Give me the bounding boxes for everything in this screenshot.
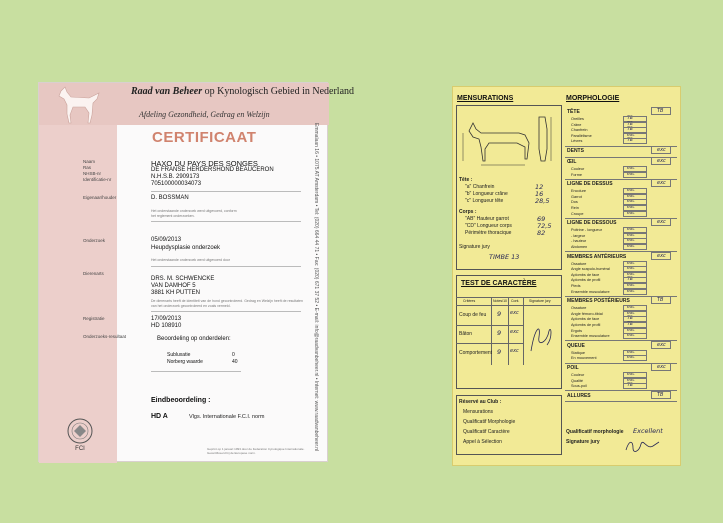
registratie-label: Registratie — [83, 316, 105, 321]
morph-item-label: Couleur — [571, 167, 585, 171]
breed: DE FRANSE HERDERSHOND BEAUCERON — [151, 167, 274, 173]
certificate-organisation: Raad van Beheer op Kynologisch Gebied in Nederland — [131, 86, 355, 97]
chanfrein-label: "a" Chanfrein — [465, 184, 495, 190]
registration-date: 17/09/2013 — [151, 316, 182, 322]
test-row-cont: exc — [510, 329, 519, 335]
morph-item-value: TB — [627, 116, 633, 121]
morph-item-label: Ossature — [571, 306, 587, 311]
vet-city: 3881 KH PUTTEN — [151, 290, 201, 296]
vet-note-2: van het onderzoek gecontroleerd en zoals vermeld. — [151, 304, 231, 308]
morph-score-box — [651, 146, 671, 154]
dog-measurement-diagram-icon — [459, 109, 559, 169]
morph-score-box — [651, 391, 671, 399]
morph-item-value: exc — [627, 232, 635, 238]
certificate-document — [38, 82, 355, 462]
certificate-footer: Geprint op 1 januari 1993 door de Federation Cynologique Internationale. Gecertificeerd bij de Europese norm. — [207, 447, 305, 455]
hauteur-value: 69 — [537, 215, 546, 223]
exam-note: Het onderstaande onderzoek werd uitgevoerd door — [151, 258, 230, 262]
morph-item-label: Qualité — [571, 378, 584, 383]
test-header-notes: Notes/10 — [493, 299, 508, 303]
nhsb-number: N.H.S.B. 2909173 — [151, 174, 200, 180]
morph-item-value: TB — [627, 277, 633, 283]
morph-section-title: ŒIL — [567, 159, 577, 165]
longueur-crane-label: "b" Longueur crâne — [465, 191, 508, 197]
naam-label: Naam — [83, 159, 96, 164]
morph-value-box — [623, 289, 647, 295]
morph-score-box — [651, 363, 671, 371]
morph-item-label: Encolure — [571, 189, 586, 194]
exam-type: Heupdysplasie onderzoek — [151, 245, 221, 251]
vet-name: DRS. M. SCHWENCKE — [151, 276, 215, 282]
subluxation-value: 0 — [232, 352, 235, 358]
table-line — [456, 325, 523, 326]
signature-scribble-icon — [527, 317, 557, 357]
norberg-value: 40 — [232, 359, 238, 365]
divider — [151, 311, 301, 312]
morph-item-label: Poitrine - longueur — [571, 228, 603, 233]
morph-item-value: TB — [627, 121, 633, 127]
morph-item-value: exc — [627, 355, 635, 361]
divider — [151, 266, 301, 267]
eigenaar-label: Eigenaar/houder — [83, 195, 117, 200]
morph-item-label: Forme — [571, 172, 582, 177]
morph-score-box — [651, 252, 671, 260]
onderzoek-label: Onderzoek — [83, 238, 106, 243]
jury-signature-icon — [623, 436, 663, 456]
morph-item-value: TB — [627, 127, 633, 133]
morph-item-label: Ergots — [571, 328, 582, 333]
morph-divider — [565, 401, 677, 402]
morph-item-label: Angle fémoro-tibial — [571, 311, 603, 316]
morph-item-label: Aplombs de face — [571, 317, 600, 322]
owner-note-2: het reglement onderzoeken. — [151, 214, 195, 218]
morph-section-score: exc — [657, 180, 666, 187]
morph-section-score: TB — [657, 108, 664, 114]
test-row-label: Comportement — [459, 350, 493, 356]
morph-item-value: exc — [627, 288, 635, 294]
test-header-criteres: Critères — [463, 299, 476, 303]
club-heading: Réservé au Club : — [459, 399, 502, 405]
table-line — [456, 305, 562, 306]
morph-score-box — [651, 179, 671, 187]
morph-score-box — [651, 296, 671, 304]
mensurations-heading: MENSURATIONS — [457, 95, 514, 102]
test-row-note: 9 — [497, 329, 502, 337]
measurement-sheet — [452, 86, 681, 466]
morph-section-title: QUEUE — [567, 342, 585, 349]
morph-item-label: Chanfrein — [571, 128, 588, 133]
morph-score-box — [651, 218, 671, 226]
table-line — [456, 297, 562, 298]
morph-item-label: Ensemble musculature — [571, 289, 610, 294]
morph-item-value: TB — [627, 316, 633, 322]
morph-item-label: Couleur — [571, 373, 585, 377]
owner-note: Het onderstaande onderzoek werd uitgevoerd, conform — [151, 209, 237, 213]
test-header-signature: Signature jury — [529, 299, 551, 303]
morph-item-label: Ensemble musculature — [571, 334, 610, 339]
morph-section-title: LIGNE DE DESSUS — [567, 181, 613, 188]
morph-section-score: exc — [657, 364, 666, 370]
longueur-crane-value: 16 — [535, 190, 544, 198]
morph-item-value: exc — [627, 166, 635, 171]
certificate-side-band — [39, 83, 117, 463]
result-code: HD A — [151, 413, 168, 420]
club-item: Qualificatif Morphologie — [463, 419, 516, 425]
qualificatif-label: Qualificatif morphologie — [566, 429, 624, 435]
svg-text:FCI: FCI — [75, 446, 85, 452]
morph-item-value: exc — [627, 266, 635, 272]
morph-value-box — [623, 333, 647, 339]
morph-section-score: exc — [657, 158, 666, 164]
test-row-cont: exc — [510, 348, 519, 354]
owner-name: D. BOSSMAN — [151, 195, 189, 201]
longueur-corps-value: 72,5 — [537, 222, 552, 230]
perimetre-value: 82 — [537, 229, 546, 237]
morph-item-value: exc — [627, 171, 635, 177]
table-line — [508, 297, 509, 365]
morph-item-value: TB — [627, 138, 633, 144]
morph-value-box — [623, 138, 647, 144]
table-line — [456, 343, 523, 344]
longueur-tete-value: 28,5 — [535, 197, 550, 205]
divider — [151, 191, 301, 192]
morph-item-value: exc — [627, 327, 635, 333]
morph-item-label: Ossature — [571, 261, 587, 266]
morph-item-value: exc — [627, 305, 635, 311]
morph-item-label: Aplombs de face — [571, 272, 600, 277]
test-row-note: 9 — [497, 348, 502, 356]
morph-item-label: Crâne — [571, 122, 582, 127]
club-item: Qualificatif Caractère — [463, 429, 510, 435]
norberg-label: Norberg waarde — [167, 359, 203, 365]
morph-item-value: exc — [627, 238, 635, 244]
morph-item-value: TB — [627, 383, 633, 389]
morph-section-title: DENTS — [567, 148, 584, 154]
corps-heading: Corps : — [459, 209, 477, 215]
morph-value-box — [623, 211, 647, 217]
morphologie-heading: MORPHOLOGIE — [566, 95, 620, 102]
certificate-department: Afdeling Gezondheid, Gedrag en Welzijn — [139, 110, 270, 119]
morph-value-box — [623, 383, 647, 389]
registration-number: HD 108910 — [151, 323, 182, 329]
ras-label: Ras — [83, 165, 92, 170]
morph-item-label: Garrot — [571, 194, 582, 199]
morph-section-title: MEMBRES POSTÉRIEURS — [567, 298, 630, 305]
dierenarts-label: Dierenarts — [83, 271, 104, 276]
morph-section-score: exc — [657, 341, 666, 348]
morph-item-label: Rein — [571, 206, 579, 210]
signature-jury-label: Signature jury — [459, 244, 490, 250]
morph-item-value: exc — [627, 199, 635, 205]
morph-section-score: exc — [657, 252, 666, 259]
club-item: Mensurations — [463, 409, 494, 415]
morph-score-box — [651, 341, 671, 349]
morph-item-label: En mouvement — [571, 356, 597, 361]
table-line — [523, 297, 524, 365]
morph-item-label: Aplombs de profil — [571, 323, 601, 327]
morph-item-label: Parallélisme — [571, 133, 592, 138]
divider — [151, 371, 241, 372]
certificate-side-address: Emmalaan 16 • 1075 AT Amsterdam • Tel: (020) 664 44 71 • Fax: (020) 671 37 52 • E-mail: info@raadvanbeheer.nl • Internet: www.raadvanbeheer.nl — [313, 123, 319, 452]
longueur-corps-label: "CD" Longueur corps — [465, 223, 512, 229]
morph-item-label: Statique — [571, 350, 585, 355]
morph-section-score: TB — [657, 391, 664, 398]
chanfrein-value: 12 — [535, 183, 544, 191]
morph-item-value: exc — [627, 210, 635, 216]
signature-handwriting: TIMBE 13 — [489, 253, 520, 261]
morph-item-label: Angle scapulo-huméral — [571, 267, 610, 272]
subluxation-label: Subluxatie — [167, 352, 191, 358]
morph-item-label: Dos — [571, 200, 578, 205]
exam-date: 05/09/2013 — [151, 237, 182, 243]
vet-note: De dierenarts heeft de identiteit van de hond gecontroleerd. Gedrag en Welzijn heeft de resultaten — [151, 299, 303, 303]
morph-item-value: exc — [627, 244, 635, 249]
morph-item-label: Oreilles — [571, 117, 584, 121]
morph-section-title: POIL — [567, 365, 579, 371]
chip-number: 705100000034073 — [151, 181, 202, 187]
test-header-cont: Cont. — [511, 299, 520, 303]
morph-item-value: exc — [627, 193, 635, 199]
morph-item-value: exc — [627, 310, 635, 316]
fci-logo-icon — [65, 417, 95, 453]
tete-heading: Tête : — [459, 177, 473, 183]
morph-item-label: Aplombs de profil — [571, 278, 601, 283]
morph-item-label: Pieds — [571, 284, 581, 288]
morph-item-value: exc — [627, 372, 635, 377]
morph-item-value: exc — [627, 377, 635, 383]
morph-value-box — [623, 172, 647, 178]
beoordeling-heading: Beoordeling op onderdelen: — [157, 336, 231, 342]
certificate-title: CERTIFICAAT — [152, 129, 257, 146]
test-row-label: Bâton — [459, 331, 473, 337]
morph-item-value: exc — [627, 349, 635, 355]
morph-item-value: exc — [627, 188, 635, 194]
morph-item-label: Abdomen — [571, 245, 588, 249]
morph-section-title: ALLURES — [567, 392, 591, 399]
resultaat-label: Onderzoeks-resultaat — [83, 334, 127, 339]
longueur-tete-label: "c" Longueur tête — [465, 198, 504, 204]
dog-name: HAXO DU PAYS DES SONGES — [151, 159, 258, 168]
morph-item-label: - largeur — [571, 233, 586, 238]
morph-score-box — [651, 107, 671, 115]
morph-item-value: exc — [627, 205, 635, 210]
test-caractere-heading: TEST DE CARACTÈRE — [461, 280, 537, 287]
morph-section-title: MEMBRES ANTÉRIEURS — [567, 253, 627, 260]
morph-value-box — [623, 244, 647, 250]
morph-value-box — [623, 355, 647, 361]
morph-item-label: Lèvres — [571, 139, 583, 144]
signature-jury-morph-label: Signature jury — [566, 439, 600, 445]
eindbeoordeling-heading: Eindbeoordeling : — [151, 397, 211, 404]
hauteur-label: "AB" Hauteur garrot — [465, 216, 509, 222]
chip-label: Identificatie-nr — [83, 177, 112, 182]
divider — [151, 221, 301, 222]
morph-item-label: Croupe — [571, 211, 584, 216]
morph-item-value: exc — [627, 260, 635, 266]
dog-logo-icon — [55, 85, 105, 125]
morph-item-label: - hauteur — [571, 239, 587, 244]
qualificatif-value: Excellent — [633, 427, 663, 435]
morph-item-value: exc — [627, 333, 635, 339]
nhsb-label: NHSB-nr — [83, 171, 102, 176]
morph-section-score: exc — [657, 219, 666, 226]
club-item: Appel à Sélection — [463, 439, 502, 445]
morph-section-score: TB — [657, 297, 664, 304]
test-row-cont: exc — [510, 310, 519, 316]
morph-section-title: TÊTE — [567, 109, 580, 115]
morph-section-score: exc — [657, 147, 666, 153]
morph-item-value: exc — [627, 132, 635, 138]
morph-section-title: LIGNE DE DESSOUS — [567, 220, 617, 227]
morph-item-value: TB — [627, 322, 633, 327]
test-row-label: Coup de feu — [459, 312, 487, 318]
morph-score-box — [651, 157, 671, 165]
test-row-note: 9 — [497, 310, 502, 318]
vet-street: VAN DAMHOF 5 — [151, 283, 196, 289]
morph-item-value: exc — [627, 227, 635, 233]
result-description: Vlgs. Internationale F.C.I. norm — [189, 414, 265, 420]
morph-item-value: exc — [627, 283, 635, 288]
morph-item-label: Sous-poil — [571, 384, 587, 389]
morph-item-value: exc — [627, 271, 635, 277]
perimetre-label: Périmètre thoracique — [465, 230, 512, 236]
